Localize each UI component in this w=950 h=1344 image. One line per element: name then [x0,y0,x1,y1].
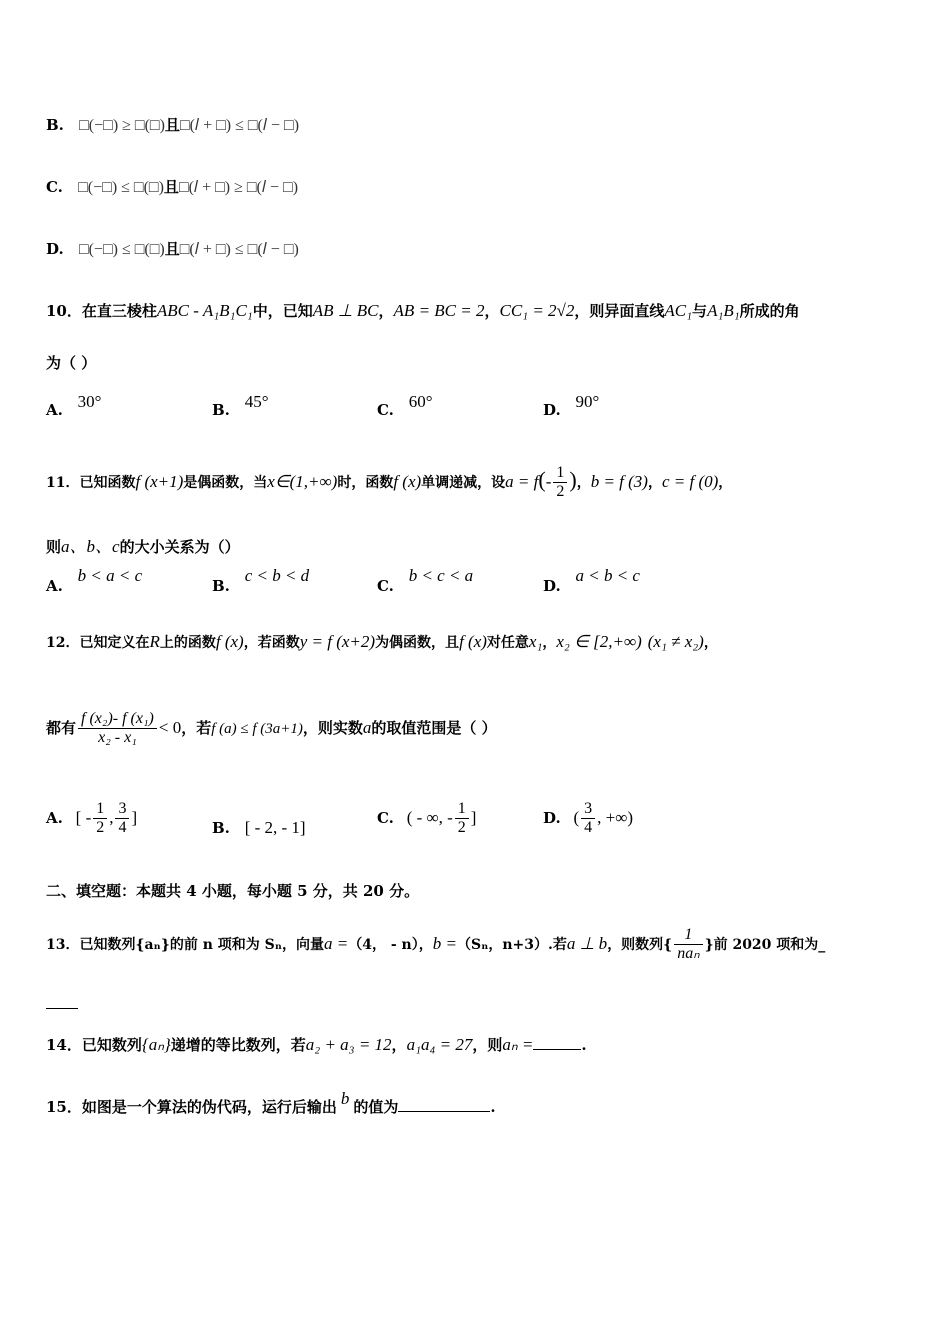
q15-text: 的值为 [353,1098,399,1116]
option-label: D. [543,808,561,827]
option-post: ] [131,807,138,827]
option-value: a < b < c [575,566,640,585]
q12-text: 对任意 [486,635,529,651]
q11-cond: x∈(1,+∞) [267,471,338,491]
q11-text: 已知函数 [79,474,136,491]
q10-eq1: AB = BC = 2 [393,301,485,320]
frac-den: 2 [96,819,105,837]
q11-text: 的大小关系为（） [119,538,240,556]
q13-answer-blank[interactable] [46,1008,78,1009]
q14-eq2: a₁a₄ = 27 [406,1035,473,1054]
q12-f1: f (x) [215,632,244,651]
q14-number: 14． [46,1036,82,1054]
prev-option-d [46,238,299,259]
q12-f3: f (x) [459,632,487,651]
option-formula: □(−□) ≥ □(□) [79,117,165,134]
option-value: [ - 2, - 1] [244,818,306,837]
q10-text: ， [484,302,500,320]
option-frac-1 [581,800,595,838]
q13-b-vec: b = [432,933,457,953]
q10-option-a [46,392,102,419]
q11-paren-close: ) [569,466,577,492]
option-formula-2: □(𝑙 + □) ≤ □(𝑙 − □) [179,241,299,258]
option-label: D. [46,240,64,258]
q12-text: 上的函数 [159,635,216,651]
q11-a-def: a = f [505,471,539,491]
q11-stem-line2 [46,532,240,557]
q13-text: ，则数列{ [607,936,673,953]
q12-text: 为偶函数，且 [375,635,460,651]
q13-text: }前 2020 项和为 [704,936,819,953]
q11-paren-open: ( [538,466,546,492]
q11-text: ， [576,474,591,491]
option-pre: [ - [75,807,92,827]
q13-a-vec: a = [324,933,349,953]
option-conj: 且 [163,178,179,196]
q13-text: 已知数列{aₙ}的前 n 项和为 Sₙ，向量 [79,936,325,953]
q12-text: ，若 [181,718,212,737]
prev-option-b [46,114,299,135]
q12-option-c [377,800,476,838]
option-value: 30° [77,392,102,411]
option-pre: ( [573,807,580,827]
q15-text: . [490,1098,496,1116]
q12-option-b [212,818,306,838]
option-label: D. [543,577,561,595]
q10-option-c [377,392,433,419]
q10-text: ，则异面直线 [574,302,665,320]
option-formula: □(−□) ≤ □(□) [78,241,165,258]
q11-vars: a、b、c [61,537,120,556]
q11-stem-line1 [46,464,732,502]
frac-num: 1 [93,800,107,819]
option-label: B. [46,116,64,134]
q12-text: ， [542,635,557,651]
q14-text: 递增的等比数列，若 [170,1036,306,1054]
option-pre: ( - ∞, - [406,807,453,827]
option-label: C. [46,178,63,196]
option-post: , +∞) [597,807,634,827]
option-formula: □(−□) ≤ □(□) [78,179,164,196]
q11-text: 单调递减，设 [421,474,506,491]
q10-text: 所成的角 [739,302,800,320]
q15-text: 如图是一个算法的伪代码，运行后输出 [81,1098,337,1116]
q10-line2: A₁B₁ [707,301,740,320]
q13-blank[interactable]: _ [818,936,826,953]
q15-stem [46,1089,496,1117]
option-frac-1 [93,800,107,838]
q11-number: 11． [46,474,80,491]
frac-den: 4 [118,819,127,837]
q11-frac-den: 2 [556,483,565,501]
frac-den: 4 [584,819,593,837]
q12-text: ，则实数 [302,718,363,737]
option-conj: 且 [164,240,180,258]
q15-number: 15． [46,1098,82,1116]
option-label: A. [46,401,63,419]
q10-line1: AC₁ [664,301,693,320]
q14-eq1: a₂ + a₃ = 12 [305,1035,392,1054]
q15-b: b [340,1089,350,1108]
q11-text: 时，函数 [337,474,394,491]
option-formula-2: □(𝑙 + □) ≤ □(𝑙 − □) [179,117,300,134]
q14-an: aₙ = [502,1035,534,1054]
q10-stem-line1 [46,300,800,321]
q11-f2: f (x) [393,471,422,491]
q12-x1: x₁ [528,632,543,651]
q10-text: ， [378,302,394,320]
q10-eq2: CC₁ = 2√2 [499,301,575,320]
option-value: 45° [244,392,269,411]
option-label: C. [377,577,394,595]
q12-text: 的取值范围是（ ） [371,718,497,737]
q14-text: ， [391,1036,407,1054]
q12-lt0: < 0 [158,717,182,737]
frac-den: 2 [457,819,466,837]
q13-number: 13． [46,936,80,953]
option-label: B. [212,401,230,419]
q12-a: a [362,717,372,737]
q12-f2: y = f (x+2) [299,632,376,651]
q13-frac-num: 1 [674,926,702,945]
q11-text: 是偶函数，当 [183,474,268,491]
option-sep: , [109,807,114,827]
q13-frac-den: naₙ [677,945,700,963]
option-value: 60° [408,392,433,411]
option-value: c < b < d [244,566,310,585]
q10-text: 在直三棱柱 [81,302,157,320]
q12-stem-line2 [46,710,497,748]
option-post: ] [470,807,477,827]
q13-perp: a ⊥ b [566,933,608,953]
frac-num: 3 [115,800,129,819]
q11-option-c [377,566,474,595]
option-label: B. [212,577,230,595]
q12-frac-num: f (x₂)- f (x₁) [78,710,157,729]
q11-option-a [46,566,143,595]
q10-option-b [212,392,269,419]
option-label: A. [46,808,63,827]
q12-fraction [78,710,157,748]
q13-text: （4， - n）， [348,936,433,953]
q10-perp: AB ⊥ BC [312,301,379,320]
q10-option-d [543,392,600,419]
q12-text: ， [703,635,718,651]
q12-text: 都有 [46,718,77,737]
q10-prism: ABC - A₁B₁C₁ [156,301,253,320]
q12-stem-line1 [46,632,718,652]
q14-answer-blank[interactable] [533,1049,581,1050]
q11-frac-num: 1 [553,464,567,483]
q11-minus: - [545,471,552,491]
prev-option-c [46,176,298,197]
q14-stem [46,1034,587,1055]
q12-ineq: f (a) ≤ f (3a+1) [211,720,303,737]
q11-c-def: c = f (0) [661,471,719,491]
q12-number: 12． [46,635,80,651]
q11-text: ， [718,474,733,491]
section-heading: 二、填空题：本题共 4 小题，每小题 5 分，共 20 分。 [46,882,420,900]
q13-fraction [674,926,702,964]
q12-frac-den: x₂ - x₁ [98,729,137,747]
q10-stem-line2 [46,352,96,373]
q14-text: ，则 [472,1036,503,1054]
q12-x2: x₂ ∈ [2,+∞) [556,632,642,651]
option-label: A. [46,577,63,595]
option-label: C. [377,808,394,827]
q12-cond: (x₁ ≠ x₂) [647,632,704,651]
option-label: C. [377,401,394,419]
option-frac-1 [455,800,469,838]
q13-stem [46,926,825,964]
option-value: 90° [575,392,600,411]
option-formula-2: □(𝑙 + □) ≥ □(𝑙 − □) [178,179,299,196]
q13-text: （Sₙ，n+3）.若 [456,936,567,953]
option-frac-2 [115,800,129,838]
q11-text: ， [647,474,662,491]
q12-text: 已知定义在 [79,635,150,651]
q11-fraction [553,464,567,502]
q15-answer-blank[interactable] [398,1111,490,1112]
q12-option-a [46,800,137,838]
q12-text: ，若函数 [243,635,300,651]
q11-option-b [212,566,310,595]
option-conj: 且 [164,116,180,134]
option-label: B. [212,819,230,837]
option-value: b < a < c [77,566,143,585]
q14-seq: {aₙ} [141,1035,171,1054]
frac-num: 1 [455,800,469,819]
q11-f1: f (x+1) [135,471,184,491]
q11-b-def: b = f (3) [590,471,648,491]
q10-text: 为（ ） [46,354,97,372]
q12-R: R [149,632,160,651]
q11-option-d [543,566,640,595]
q10-number: 10． [46,302,82,320]
option-value: b < c < a [408,566,474,585]
option-label: D. [543,401,561,419]
q14-text: 已知数列 [81,1036,142,1054]
frac-num: 3 [581,800,595,819]
q10-text: 与 [692,302,708,320]
q11-text: 则 [46,538,62,556]
q12-option-d [543,800,633,838]
q14-text: . [581,1036,587,1054]
q10-text: 中，已知 [252,302,313,320]
